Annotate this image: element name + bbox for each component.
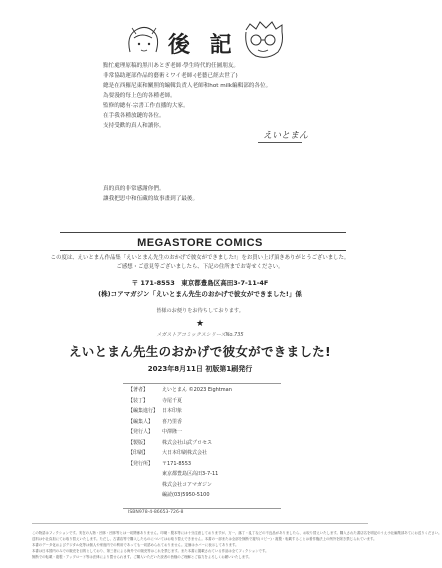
afterword-line: 監修的總有·宗書工作直播的大家。 <box>103 103 189 109</box>
colophon-value: 〒171-8553 <box>162 460 192 467</box>
afterword-body <box>103 61 303 131</box>
colophon-label: 【装丁】 <box>128 397 149 404</box>
colophon-row <box>128 428 288 439</box>
fine-print-line: 送料は小社負担にてお取り替えいたします。ただし、古書店等で購入したものについてはお取り替えできません。本書の一部または全部を無断で複写(コピー)・複製・転載することは著作権法上の例外を除き禁じられています。 <box>32 537 377 541</box>
colophon-value: 株式会社コアマガジン <box>162 481 212 488</box>
notice-line: ご感想・ご意見等ございましたら、下記の住所までお寄せください。 <box>116 264 284 270</box>
colophon-row <box>128 470 288 481</box>
afterword-line: 支持受歡的真人和讀你。 <box>103 123 165 129</box>
colophon-value: 寺尾千夏 <box>162 397 183 404</box>
fine-print-line: この物語はフィクションです。実在の人物・団体・団体等とは一切関係ありません。印刷・製本等には十分注意しておりますが、万一、落丁・乱丁などの不良品がありましたら、お取り替えいたします。購入された書店名を明記のうえ小社編集部あてにお送りください。 <box>32 531 442 535</box>
colophon-label <box>128 491 162 502</box>
colophon-label: 【著者】 <box>128 387 149 393</box>
colophon-row <box>128 460 288 471</box>
colophon-value: えいとまん ©2023 Eightman <box>162 387 232 393</box>
isbn-number: ISBN978-4-86653-726-8 <box>128 510 184 515</box>
colophon-value: 中澤隆一 <box>162 429 183 435</box>
afterword-line: 為要漫的每上色的各種老師。 <box>103 93 176 99</box>
footer-divider <box>32 523 368 524</box>
colophon-row <box>128 481 288 492</box>
address-line: 〒 171-8553 東京都豊島区高田3-7-11-4F <box>131 279 269 287</box>
colophon-label: 【編集人】 <box>128 418 154 425</box>
afterword-line: 點忙處理原稿的黑川あとぎ老師·學生時代的任圖朋友。 <box>103 63 240 69</box>
colophon-label <box>128 470 162 481</box>
colophon-row <box>128 386 288 397</box>
colophon-label: 【印刷】 <box>128 450 149 456</box>
colophon-row <box>128 439 288 450</box>
colophon-row <box>128 418 288 429</box>
divider-imprint <box>60 250 346 251</box>
colophon-row <box>128 397 288 408</box>
afterword-title: 後 記 <box>168 32 238 58</box>
divider-top <box>60 232 346 233</box>
colophon-row <box>128 491 288 502</box>
glasses-man-drawing-icon <box>238 20 290 62</box>
mailing-address <box>0 278 400 300</box>
closing-line: 真的真的非常感謝你們。 <box>103 186 165 192</box>
imprint-label: MEGASTORE COMICS <box>137 237 263 249</box>
notice-line: この度は、えいとまん作品集「えいとまん先生のおかげで彼女ができました!」をお買い上げ頂きありがとうございました。 <box>50 255 350 261</box>
colophon-value: 大日本印刷株式会社 <box>162 450 208 456</box>
girl-drawing-icon <box>122 22 166 62</box>
signature-underline <box>258 142 302 143</box>
colophon-label: 【製版】 <box>128 439 149 446</box>
series-number: メガストアコミックスシリーズNo.735 <box>156 332 244 338</box>
afterword-line: 總是在西羅尼東和關照的編輯負責人老師和hot milk編輯部的各位。 <box>103 83 272 89</box>
address-line: (株)コアマガジン「えいとまん先生のおかげで彼女ができました!」係 <box>98 290 302 298</box>
fine-print-line: 本書は日本国内のみでの販売を目的としており、第三者による海外での販売等はこれを禁じます。また本書に掲載されている作品は全てフィクションです。 <box>32 549 269 553</box>
colophon-value: 株式会社山武プロセス <box>162 439 213 446</box>
address-note: 皆様のお便りをお待ちしております。 <box>156 308 244 314</box>
colophon-label: 【発行所】 <box>128 460 154 467</box>
colophon-value: 編読(03)5950-5100 <box>162 492 210 498</box>
colophon-label: 【発行人】 <box>128 429 154 435</box>
colophon-label <box>128 481 162 492</box>
colophon-label: 【編集進行】 <box>128 408 159 414</box>
closing-line: 讓我把思中和伍藏的故事畫到了最後。 <box>103 196 199 202</box>
edition-date: 2023年8月11日 初版第1刷発行 <box>147 365 253 373</box>
colophon-value: 喜乃里香 <box>162 418 183 425</box>
colophon-row <box>128 449 288 460</box>
footer-fine-print <box>32 530 442 560</box>
fine-print-line: 本書のデータ化およびデジタル化等は個人や家庭内での利用であっても一切認められておりません。定価はカバーに表示してあります。 <box>32 543 239 547</box>
author-signature: えいとまん <box>263 131 309 141</box>
fine-print-line: 無断での転載・複製・アップロード等は法律により罰せられます。ご購入いただいた読者の皆様のご理解とご協力をよろしくお願いいたします。 <box>32 555 252 559</box>
colophon-table <box>128 386 288 502</box>
afterword-line: 在手我各種放鏈的各位。 <box>103 113 165 119</box>
colophon-value: 東京都豊島区高田3-7-11 <box>162 471 219 477</box>
afterword-line: 非常協助運部作品的藝術ミワイ老師·(老藝已經去世了) <box>103 73 238 79</box>
star-icon: ★ <box>195 319 205 329</box>
colophon-row <box>128 407 288 418</box>
book-title: えいとまん先生のおかげで彼女ができました! <box>68 344 331 359</box>
afterword-closing <box>103 184 198 204</box>
colophon-value: 日本印象 <box>162 408 183 414</box>
reader-notice <box>44 254 356 272</box>
